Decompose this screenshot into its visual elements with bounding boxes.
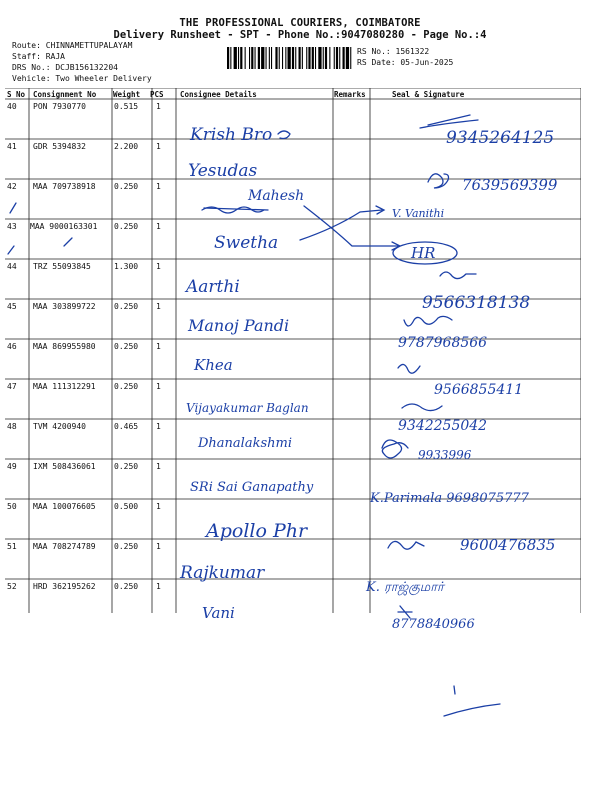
signature-scribble — [278, 131, 290, 139]
row-sno: 51 — [7, 542, 17, 551]
row-pcs: 1 — [156, 142, 161, 151]
row-consignment: MAA 708274789 — [33, 542, 96, 551]
margin-tick — [64, 238, 72, 246]
signature-handwriting: 8778840966 — [392, 617, 475, 632]
row-weight: 0.465 — [114, 422, 139, 431]
row-sno: 41 — [7, 142, 17, 151]
row-sno: 42 — [7, 182, 17, 191]
drs-label: DRS No.: DCJB156132204 — [12, 63, 118, 72]
rs-number: RS No.: 1561322 — [357, 47, 430, 56]
signature-handwriting: 9566318138 — [422, 293, 531, 313]
row-weight: 0.250 — [114, 462, 139, 471]
row-sno: 48 — [7, 422, 17, 431]
row-consignment: MAA 9000163301 — [30, 222, 98, 231]
row-weight: 2.200 — [114, 142, 139, 151]
row-pcs: 1 — [156, 542, 161, 551]
signature-handwriting: 9566855411 — [434, 382, 524, 398]
row-weight: 0.250 — [114, 222, 139, 231]
row-weight: 0.250 — [114, 582, 139, 591]
row-sno: 45 — [7, 302, 17, 311]
signature-handwriting: 9342255042 — [398, 418, 488, 434]
row-sno: 44 — [7, 262, 17, 271]
row-pcs: 1 — [156, 182, 161, 191]
col-consignee: Consignee Details — [180, 90, 257, 99]
signature-handwriting: 9787968566 — [398, 335, 488, 351]
consignee-handwriting: Khea — [194, 356, 233, 374]
signature-scribble — [440, 272, 476, 279]
row-consignment: PON 7930770 — [33, 102, 86, 111]
row-sno: 46 — [7, 342, 17, 351]
consignee-handwriting: Vijayakumar Baglan — [186, 401, 309, 415]
row-pcs: 1 — [156, 502, 161, 511]
route-label: Route: CHINNAMETTUPALAYAM — [12, 41, 133, 50]
signature-scribble — [402, 404, 442, 411]
consignee-handwriting: Vani — [202, 604, 235, 622]
consignee-handwriting: Apollo Phr — [206, 520, 308, 542]
signature-handwriting: K. ராஜ்குமார் — [366, 580, 444, 595]
row-weight: 0.250 — [114, 342, 139, 351]
row-consignment: GDR 5394832 — [33, 142, 86, 151]
signature-handwriting: K.Parimala 9698075777 — [370, 491, 529, 506]
row-weight: 0.500 — [114, 502, 139, 511]
consignee-handwriting: Rajkumar — [180, 563, 265, 583]
signature-scribble — [420, 115, 478, 128]
row-sno: 49 — [7, 462, 17, 471]
pen-mark — [454, 686, 455, 694]
signature-scribble — [398, 364, 420, 373]
signature-scribble — [428, 174, 449, 188]
col-sno: S No — [7, 90, 26, 99]
row-consignment: MAA 709738918 — [33, 182, 96, 191]
row-weight: 0.250 — [114, 542, 139, 551]
signature-handwriting: 9933996 — [418, 448, 472, 462]
consignee-handwriting: Krish Bro — [190, 125, 273, 145]
company-title: THE PROFESSIONAL COURIERS, COIMBATORE — [179, 17, 421, 29]
row-consignment: TRZ 55093845 — [33, 262, 91, 271]
row-sno: 50 — [7, 502, 17, 511]
row-consignment: MAA 303899722 — [33, 302, 96, 311]
signature-scribble — [382, 440, 408, 458]
col-remarks: Remarks — [334, 90, 366, 99]
row-sno: 40 — [7, 102, 17, 111]
rs-date: RS Date: 05-Jun-2025 — [357, 58, 454, 67]
signature-handwriting: 9345264125 — [446, 128, 555, 148]
staff-label: Staff: RAJA — [12, 52, 65, 61]
signature-handwriting: V. Vanithi — [392, 207, 445, 220]
consignee-handwriting: Manoj Pandi — [188, 316, 290, 335]
row-weight: 0.250 — [114, 302, 139, 311]
consignee-handwriting: Aarthi — [186, 277, 240, 297]
row-weight: 0.515 — [114, 102, 139, 111]
consignee-handwriting: SRi Sai Ganapathy — [190, 480, 314, 495]
row-consignment: MAA 111312291 — [33, 382, 96, 391]
row-consignment: TVM 4200940 — [33, 422, 86, 431]
row-sno: 52 — [7, 582, 17, 591]
row-consignment: IXM 508436061 — [33, 462, 96, 471]
row-pcs: 1 — [156, 262, 161, 271]
row-consignment: MAA 100076605 — [33, 502, 96, 511]
signature-scribble — [388, 541, 424, 549]
col-pcs: PCS — [150, 90, 164, 99]
pen-mark — [444, 704, 500, 716]
vehicle-label: Vehicle: Two Wheeler Delivery — [12, 74, 152, 83]
col-weight: Weight — [113, 90, 141, 99]
consignee-handwriting: Mahesh — [248, 188, 305, 204]
row-weight: 0.250 — [114, 182, 139, 191]
signature-handwriting: 7639569399 — [462, 176, 558, 194]
signature-handwriting: HR — [411, 244, 436, 262]
margin-tick — [8, 246, 14, 254]
consignee-handwriting: Dhanalakshmi — [198, 436, 292, 451]
margin-tick — [10, 203, 16, 213]
row-pcs: 1 — [156, 462, 161, 471]
row-consignment: HRD 362195262 — [33, 582, 96, 591]
consignee-handwriting: Yesudas — [188, 161, 258, 181]
row-pcs: 1 — [156, 342, 161, 351]
col-seal-signature: Seal & Signature — [392, 90, 465, 99]
col-consignment: Consignment No — [33, 90, 97, 99]
row-pcs: 1 — [156, 382, 161, 391]
row-pcs: 1 — [156, 302, 161, 311]
signature-handwriting: 9600476835 — [460, 536, 556, 554]
row-pcs: 1 — [156, 422, 161, 431]
row-pcs: 1 — [156, 222, 161, 231]
signature-scribble — [404, 316, 452, 326]
arrow-line — [304, 206, 398, 246]
row-pcs: 1 — [156, 582, 161, 591]
row-weight: 1.300 — [114, 262, 139, 271]
consignee-handwriting: Swetha — [214, 233, 279, 253]
row-sno: 43 — [7, 222, 17, 231]
row-pcs: 1 — [156, 102, 161, 111]
runsheet-subtitle: Delivery Runsheet - SPT - Phone No.:9047080280 - Page No.:4 — [113, 29, 487, 41]
row-sno: 47 — [7, 382, 17, 391]
row-consignment: MAA 869955980 — [33, 342, 96, 351]
row-weight: 0.250 — [114, 382, 139, 391]
